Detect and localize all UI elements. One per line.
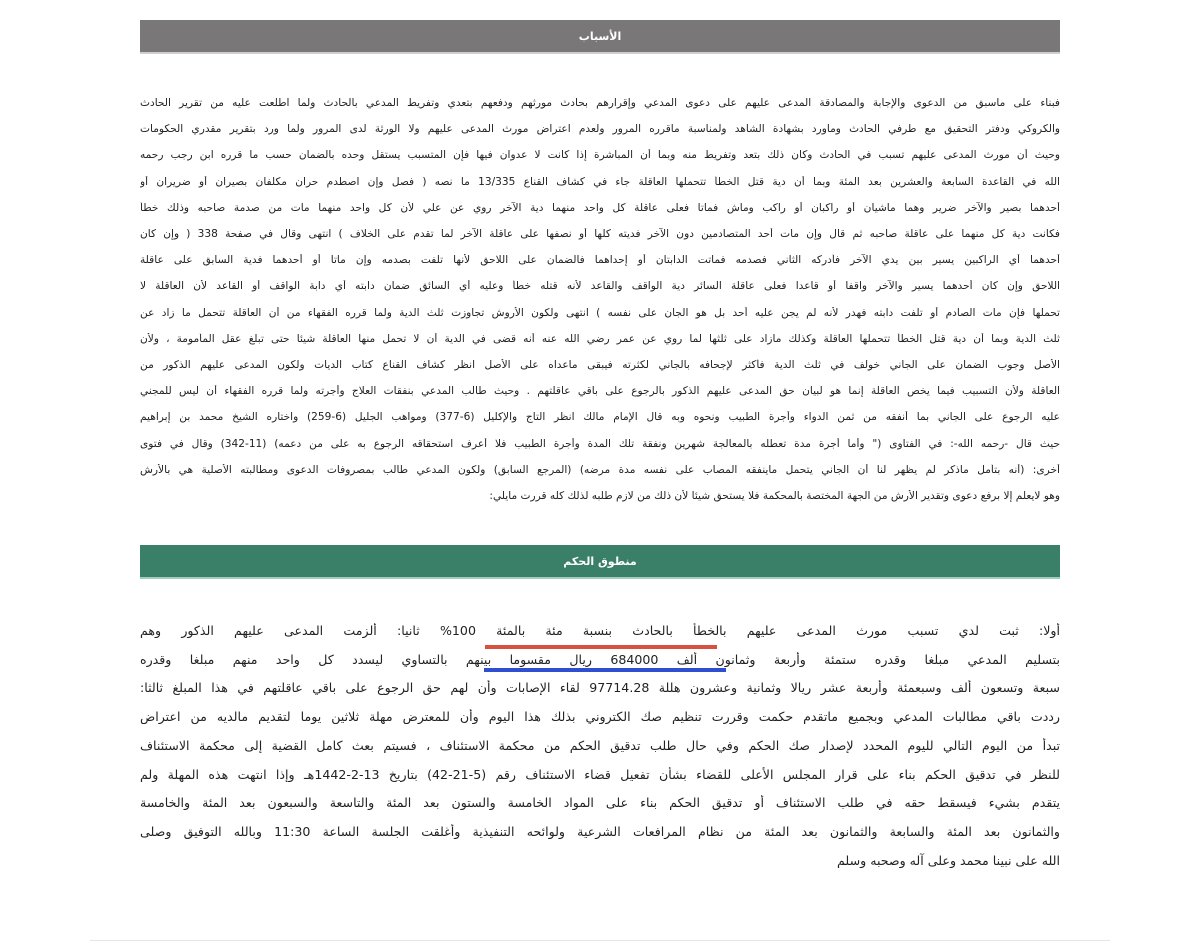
text-line: والثمانون بعد المئة والسابعة والثمانون بعد المئة من نظام المرافعات الشرعية ولوائحه التنفيذية وأغلقت الجلسة الساعة 11:30 وبالله التوفيق وصلى bbox=[140, 823, 1060, 839]
text-line: الله في القاعدة السابعة والعشرين بعد المئة وبما أن دية قتل الخطأ تتحملها العاقلة جاء في كشاف القناع 13/335 ما نصه ( فصل وإن اصطدم حران مكلفان بصيران أو ضريران أو bbox=[140, 175, 1060, 188]
reasons-header-bar bbox=[140, 20, 1060, 54]
text-line: يتقدم بشيء فيسقط حقه في طلب الاستئناف أو تدقيق الحكم بناء على المواد الخامسة والستون بعد المئة والتاسعة والسبعون بعد المئة والخامسة bbox=[140, 795, 1060, 811]
text-line: حيث قال -رحمه الله-: في الفتاوى (" وأما أجرة مدة تعطله بالمعالجة شهرين ونفقة تلك المدة وأجرة الطبيب فلا أعرف استحقاقه الرجوع به على من دعمه) (11-342) وقال في فتوى bbox=[140, 437, 1060, 450]
text-line: أحدهما بصير والآخر ضرير وهما ماشيان أو راكبان أو راكب وماش فماتا فعلى عاقلة كل واحد منهما دية الآخر روي عن علي لأن كل واحد منهما مات من صدمة صاحبه وذلك خطأ bbox=[140, 201, 1060, 214]
text-line: ثلث الدية وبما أن دية قتل الخطأ تتحملها العاقلة وكذلك مازاد على ثلثها لما روي عن عمر رضي الله عنه أنه قضى في الدية أن لا تحمل منها العاقلة شيئا حتى تبلغ عقل المأمومة ، ولأن bbox=[140, 332, 1060, 345]
text-line: وحيث أن مورث المدعى عليهم تسبب في الحادث وكان ذلك بتعد وتفريط منه وبما أن المباشرة إذا كانت لا عدوان فيها فإن المتسبب يستقل وحده بالضمان حسب ما قرره ابن رجب رحمه bbox=[140, 149, 1060, 162]
text-line: تبدأ من اليوم التالي لليوم المحدد لإصدار صك الحكم وفي حال طلب تدقيق الحكم من محكمة الاستئناف ، فسيتم بعث كامل القضية إلى محكمة الاستئناف bbox=[140, 737, 1060, 753]
text-line: فبناء على ماسبق من الدعوى والإجابة والمصادقة المدعى عليهم على دعوى المدعي وإقرارهم بحادث مورثهم ودفعهم بتعدي وتفريط المدعي بالحادث ولما اطلعت عليه من تقرير الحادث bbox=[140, 97, 1060, 109]
text-line: أولا: ثبت لدي تسبب مورث المدعى عليهم بالخطأ بالحادث بنسبة مئة بالمئة 100% ثانيا: ألزمت المدعى عليهم الذكور وهم bbox=[140, 623, 1060, 638]
verdict-title: منطوق الحكم bbox=[563, 554, 637, 568]
text-line: الله على نبينا محمد وعلى آله وصحبه وسلم bbox=[837, 852, 1060, 868]
text-line: والكروكي ودفتر التحقيق مع طرفي الحادث وماورد بشهادة الشاهد ولمناسبة ماقرره المرور ولعدم اعتراض مورث المدعى عليهم ولا الورثة لدى المرور ولما ورد بتقرير مقدري الحكومات bbox=[140, 123, 1060, 136]
text-line: فكانت دية كل منهما على عاقلة صاحبه ثم قال وإن مات أحد المتصادمين دون الآخر فديته كلها أو نصفها على عاقلة الآخر لما تقدم على الخلاف ) انتهى وقال في صفحة 338 ( وإن كان bbox=[140, 228, 1060, 240]
verdict-header-bar bbox=[140, 545, 1060, 579]
text-line: أخرى: (أنه بتأمل ماذكر لم يظهر لنا أن الجاني يتحمل ماينفقه المصاب على نفسه مدة مرضه) (المرجع السابق) ولكون المدعي طالب بمصروفات الدعوى ومطالبته الأصلية هي بالأرش bbox=[140, 463, 1060, 476]
text-line: تحملها فإن مات الصادم أو تلفت دابته فهدر لأنه لم يجن عليه أحد بل هو الجان على نفسه ) انتهى ولكون الأروش تجاوزت ثلث الدية ولما قرره الفقهاء من أن العاقلة تتحمل ما زاد عن bbox=[140, 306, 1060, 319]
text-line: سبعة وتسعون ألف وسبعمئة وأربعة عشر ريالا وثمانية وعشرون هللة 97714.28 لقاء الإصابات وأن لهم حق الرجوع على باقي عاقلتهم في هذا المبلغ ثالثا: bbox=[140, 680, 1060, 696]
text-line: عليه الرجوع على الجاني بما أنفقه من ثمن الدواء وأجرة الطبيب ونحوه وبه قال الإمام مالك انظر التاج والإكليل (6-377) ومواهب الجليل (6-259) واختاره الشيخ محمد بن إبراهيم bbox=[140, 411, 1060, 424]
blue-underline-annotation bbox=[484, 668, 726, 672]
red-underline-annotation bbox=[485, 645, 717, 649]
text-line: للنظر في تدقيق الحكم بناء على قرار المجلس الأعلى للقضاء بشأن تفعيل قضاء الاستئناف رقم (5-21-42) بتاريخ 13-2-1442هـ وإذا انتهت هذه المهلة ولم bbox=[140, 766, 1060, 782]
text-line: أحدهما أي الراكبين يسير بين يدي الآخر فأدركه الثاني فصدمه فماتت الدابتان أو إحداهما فالضمان على اللاحق لأنها تلفت بصدمه وإن ماتا أو أحدهما فدية السابق على عاقلة bbox=[140, 254, 1060, 267]
text-line: الأصل وجوب الضمان على الجاني خولف في ثلث الدية فأكثر لإجحافه بالجاني لكثرته فيبقى ماعداه على الأصل انظر كشاف القناع كتاب الديات ولكون المدعى عليهم الذكور من bbox=[140, 359, 1060, 371]
text-line: وهو لايعلم إلا برفع دعوى وتقدير الأرش من الجهة المختصة بالمحكمة فلا يستحق شيئا لأن ذلك من لازم طلبه لذلك كله قررت مايلي: bbox=[489, 490, 1060, 502]
footer-divider bbox=[90, 940, 1110, 941]
text-line: رددت باقي مطالبات المدعي وبجميع ماتقدم حكمت وقررت تنظيم صك الكتروني بذلك هذا اليوم وأن للمعترض مهلة ثلاثين يوما لتقديم مالديه من اعتراض bbox=[140, 709, 1060, 725]
text-line: بتسليم المدعي مبلغا وقدره ستمئة وأربعة وثمانون ألف 684000 ريال مقسوما بينهم بالتساوي ليسدد كل واحد منهم مبلغا وقدره bbox=[140, 651, 1060, 667]
text-line: العاقلة ولأن التسبيب فيما يخص العاقلة إنما هو لبيان حق المدعى عليهم الذكور بالرجوع على باقي عاقلتهم . وحيث طالب المدعي بنفقات العلاج وأجرته ولما قرره الفقهاء أن ليس للمجني bbox=[140, 385, 1060, 398]
reasons-title: الأسباب bbox=[578, 29, 622, 43]
text-line: اللاحق وإن كان أحدهما يسير والآخر واقفا أو قاعدا فعلى عاقلة السائر دية الواقف والقاعد لأنه قتله خطأ وعليه أي السائق ضمان دابته أي دابة الواقف أو القاعد لأن العاقلة لا bbox=[140, 280, 1060, 293]
